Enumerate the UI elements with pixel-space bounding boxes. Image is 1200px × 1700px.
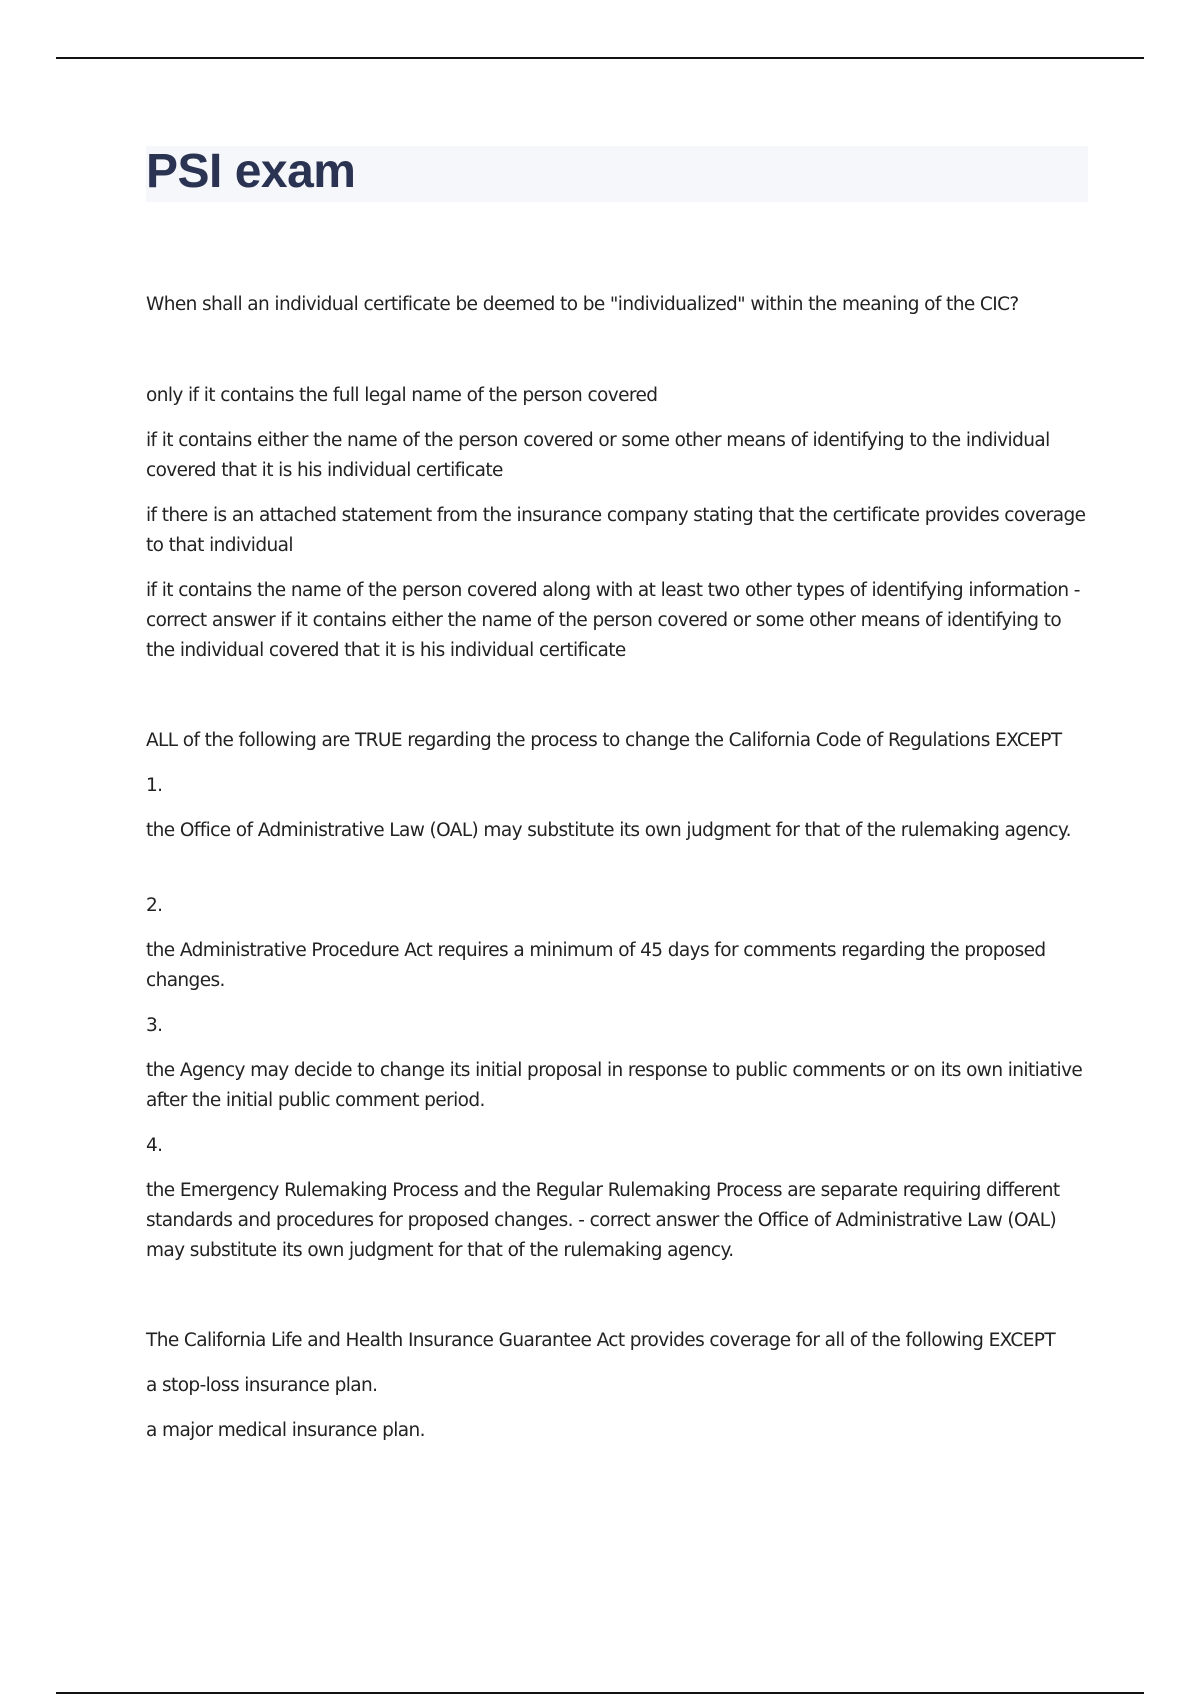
- q2-item-2-number: 2.: [146, 895, 163, 916]
- q1-option-3: if there is an attached statement from the insurance company stating that the certificate provides coverage to that individual: [146, 505, 1086, 556]
- q2-item-4-number: 4.: [146, 1135, 163, 1156]
- q3-option-1: a stop-loss insurance plan.: [146, 1375, 378, 1396]
- q3-option-2: a major medical insurance plan.: [146, 1420, 425, 1441]
- q1-option-2: if it contains either the name of the person covered or some other means of identifying to the individual covered that it is his individual certificate: [146, 430, 1050, 481]
- bottom-rule: [56, 1692, 1144, 1694]
- q1-option-1: only if it contains the full legal name of the person covered: [146, 385, 658, 406]
- question-1: When shall an individual certificate be deemed to be "individualized" within the meaning of the CIC?: [146, 294, 1019, 315]
- q1-option-4: if it contains the name of the person covered along with at least two other types of identifying information - correct answer if it contains either the name of the person covered or some other means of identifying to the individual covered that it is his individual certificate: [146, 580, 1080, 661]
- q2-item-2-text: the Administrative Procedure Act requires a minimum of 45 days for comments regarding the proposed changes.: [146, 940, 1046, 991]
- q2-item-4-text: the Emergency Rulemaking Process and the Regular Rulemaking Process are separate requiring different standards and procedures for proposed changes. - correct answer the Office of Administrative Law (OAL) may substitute its own judgment for that of the rulemaking agency.: [146, 1180, 1060, 1261]
- page-title: PSI exam: [146, 145, 356, 198]
- question-2: ALL of the following are TRUE regarding the process to change the California Code of Regulations EXCEPT: [146, 730, 1062, 751]
- q2-item-1-text: the Office of Administrative Law (OAL) may substitute its own judgment for that of the rulemaking agency.: [146, 820, 1071, 841]
- top-rule: [56, 57, 1144, 59]
- q2-item-1-number: 1.: [146, 775, 163, 796]
- q2-item-3-text: the Agency may decide to change its initial proposal in response to public comments or on its own initiative after the initial public comment period.: [146, 1060, 1083, 1111]
- q2-item-3-number: 3.: [146, 1015, 163, 1036]
- question-3: The California Life and Health Insurance Guarantee Act provides coverage for all of the following EXCEPT: [146, 1330, 1056, 1351]
